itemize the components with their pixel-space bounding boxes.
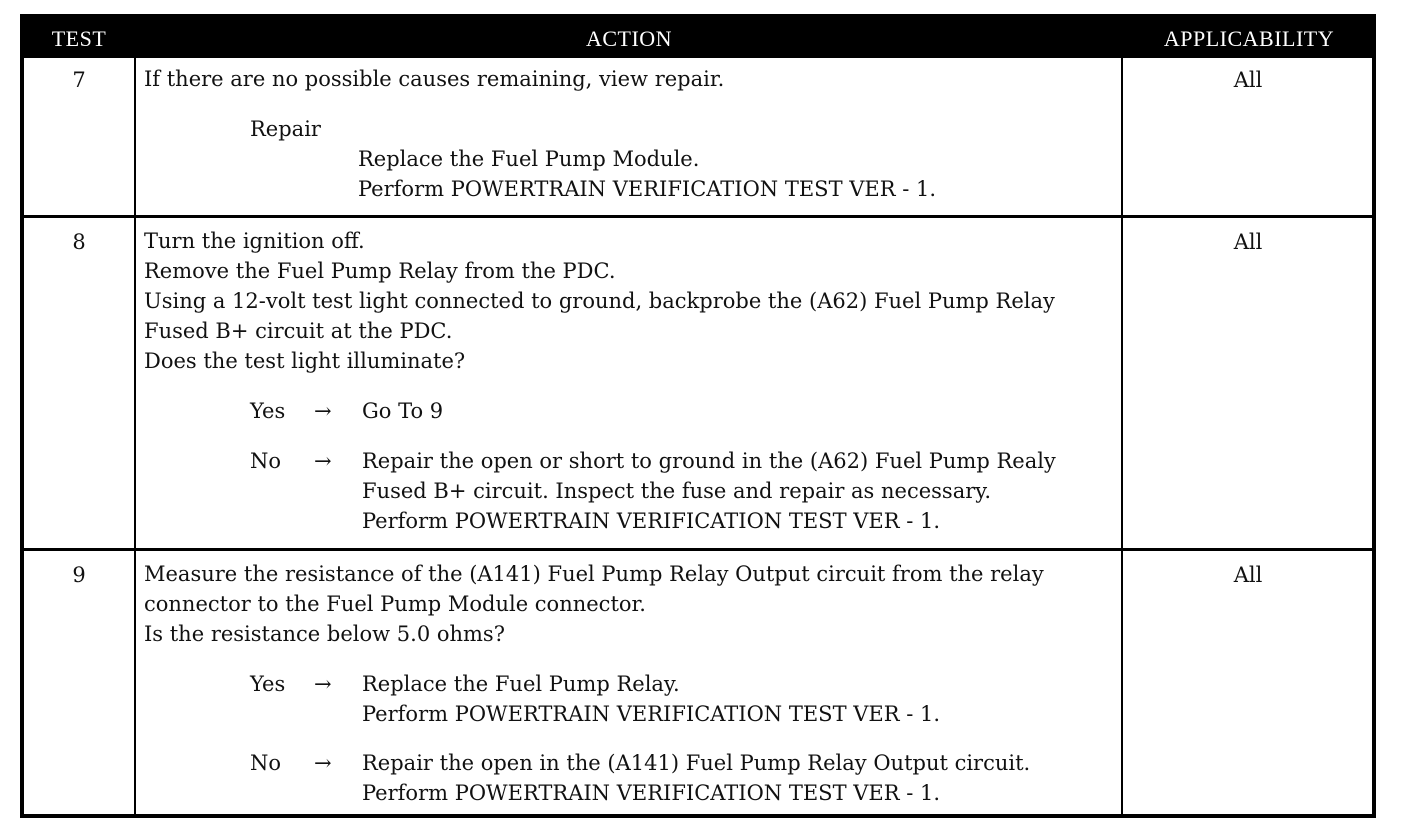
row-divider [24, 548, 1372, 551]
action-line: If there are no possible causes remaining, view repair. [144, 67, 725, 91]
column-divider [1121, 58, 1123, 814]
action-line: Measure the resistance of the (A141) Fuel Pump Relay Output circuit from the relay [144, 562, 1044, 586]
applicability-value: All [1233, 563, 1263, 587]
no-line: Fused B+ circuit. Inspect the fuse and repair as necessary. [362, 479, 992, 503]
arrow-icon: → [314, 399, 332, 423]
yes-label: Yes [250, 672, 286, 696]
no-label: No [250, 751, 282, 775]
yes-line: Go To 9 [362, 399, 444, 423]
action-line: Is the resistance below 5.0 ohms? [144, 622, 505, 646]
action-line: Using a 12-volt test light connected to ground, backprobe the (A62) Fuel Pump Relay [144, 289, 1055, 313]
no-label: No [250, 449, 282, 473]
test-number: 8 [72, 230, 86, 254]
action-line: connector to the Fuel Pump Module connector. [144, 592, 646, 616]
repair-label: Repair [250, 117, 321, 141]
arrow-icon: → [314, 449, 332, 473]
table-header [24, 18, 1372, 58]
arrow-icon: → [314, 751, 332, 775]
test-number: 7 [72, 68, 86, 92]
arrow-icon: → [314, 672, 332, 696]
repair-line: Perform POWERTRAIN VERIFICATION TEST VER - 1. [358, 177, 937, 201]
no-line: Repair the open or short to ground in the (A62) Fuel Pump Realy [362, 449, 1056, 473]
header-applicability: APPLICABILITY [1163, 26, 1335, 51]
yes-line: Perform POWERTRAIN VERIFICATION TEST VER - 1. [362, 702, 941, 726]
applicability-value: All [1233, 230, 1263, 254]
no-line: Perform POWERTRAIN VERIFICATION TEST VER - 1. [362, 509, 941, 533]
header-action: ACTION [585, 26, 673, 51]
header-test: TEST [51, 26, 107, 51]
applicability-value: All [1233, 68, 1263, 92]
action-line: Fused B+ circuit at the PDC. [144, 319, 453, 343]
test-number: 9 [72, 563, 86, 587]
column-divider [134, 58, 136, 814]
action-line: Does the test light illuminate? [144, 349, 466, 373]
no-line: Perform POWERTRAIN VERIFICATION TEST VER - 1. [362, 781, 941, 805]
yes-label: Yes [250, 399, 286, 423]
action-line: Remove the Fuel Pump Relay from the PDC. [144, 259, 616, 283]
action-line: Turn the ignition off. [144, 229, 365, 253]
row-divider [24, 215, 1372, 218]
yes-line: Replace the Fuel Pump Relay. [362, 672, 680, 696]
repair-line: Replace the Fuel Pump Module. [358, 147, 700, 171]
no-line: Repair the open in the (A141) Fuel Pump Relay Output circuit. [362, 751, 1031, 775]
diagnostic-table [20, 14, 1376, 818]
